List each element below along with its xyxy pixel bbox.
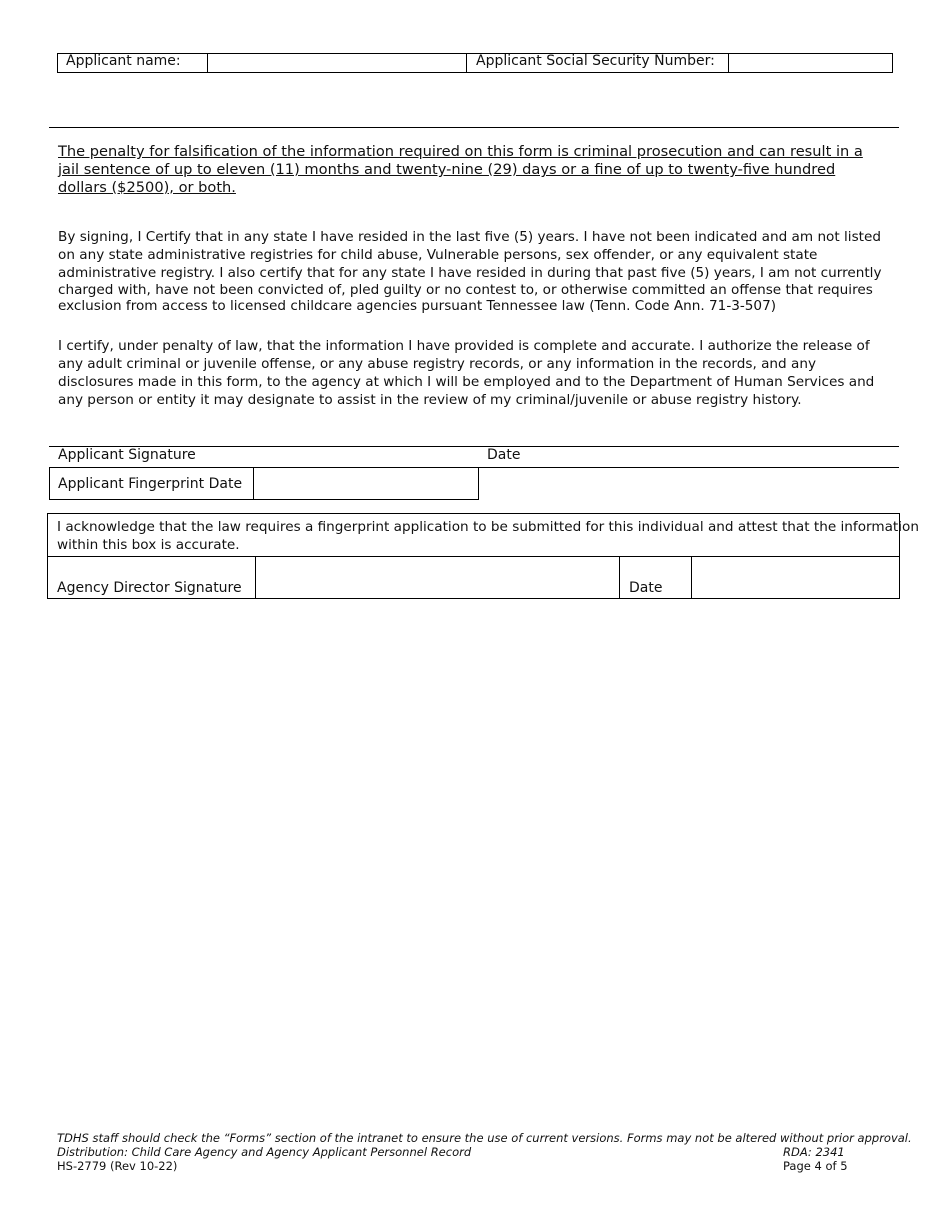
ssn-label: Applicant Social Security Number: <box>476 53 715 69</box>
paragraph-line: on any state administrative registries for child abuse, Vulnerable persons, sex offender, or any equivalent state <box>58 247 818 263</box>
applicant-signature-label: Applicant Signature <box>58 447 196 463</box>
divider <box>691 556 692 599</box>
authorize-paragraph <box>58 337 908 409</box>
director-signature-label: Agency Director Signature <box>57 580 242 596</box>
paragraph-line: administrative registry. I also certify that for any state I have resided in during that past five (5) years, I am not currently <box>58 265 882 281</box>
divider <box>47 556 900 557</box>
paragraph-line: charged with, have not been convicted of, pled guilty or no contest to, or otherwise committed an offense that requires <box>58 282 873 298</box>
divider <box>466 53 467 73</box>
footer-form-number: HS-2779 (Rev 10-22) <box>57 1159 178 1173</box>
paragraph-line: disclosures made in this form, to the agency at which I will be employed and to the Department of Human Services and <box>58 374 875 390</box>
footer-page-number: Page 4 of 5 <box>783 1159 848 1173</box>
signature-bottom-line <box>479 467 899 468</box>
paragraph-line: I acknowledge that the law requires a fingerprint application to be submitted for this individual and attest that the information <box>57 519 919 535</box>
paragraph-line: I certify, under penalty of law, that the information I have provided is complete and accurate. I authorize the release of <box>58 338 870 354</box>
paragraph-line: exclusion from access to licensed childcare agencies pursuant Tennessee law (Tenn. Code Ann. 71-3-507) <box>58 298 777 314</box>
penalty-statement: The penalty for falsification of the information required on this form is criminal prosecution and can result in a jail sentence of up to eleven (11) months and twenty-nine (29) days or a fine of up to twenty-five hundred dollars ($2500), or both. <box>58 143 863 196</box>
applicant-name-label: Applicant name: <box>66 53 181 69</box>
divider <box>619 556 620 599</box>
divider <box>207 53 208 73</box>
paragraph-line: any adult criminal or juvenile offense, or any abuse registry records, or any information in the records, and any <box>58 356 816 372</box>
paragraph-line: any person or entity it may designate to assist in the review of my criminal/juvenile or abuse registry history. <box>58 392 802 408</box>
director-date-label: Date <box>629 580 663 596</box>
footer-distribution: Distribution: Child Care Agency and Agency Applicant Personnel Record <box>57 1145 472 1159</box>
divider <box>728 53 729 73</box>
fingerprint-date-label: Applicant Fingerprint Date <box>58 476 243 492</box>
divider <box>253 467 254 500</box>
applicant-date-label: Date <box>487 447 521 463</box>
applicant-header-row <box>57 53 893 73</box>
paragraph-line: within this box is accurate. <box>57 537 240 553</box>
section-divider <box>49 127 899 128</box>
certify-paragraph <box>58 228 908 314</box>
divider <box>255 556 256 599</box>
acknowledge-text <box>57 518 919 554</box>
footer-rda: RDA: 2341 <box>783 1145 845 1159</box>
paragraph-line: By signing, I Certify that in any state I have resided in the last five (5) years. I have not been indicated and am not listed <box>58 229 881 245</box>
footer-notice: TDHS staff should check the “Forms” section of the intranet to ensure the use of current versions. Forms may not be altered without prior approval. <box>57 1131 912 1145</box>
